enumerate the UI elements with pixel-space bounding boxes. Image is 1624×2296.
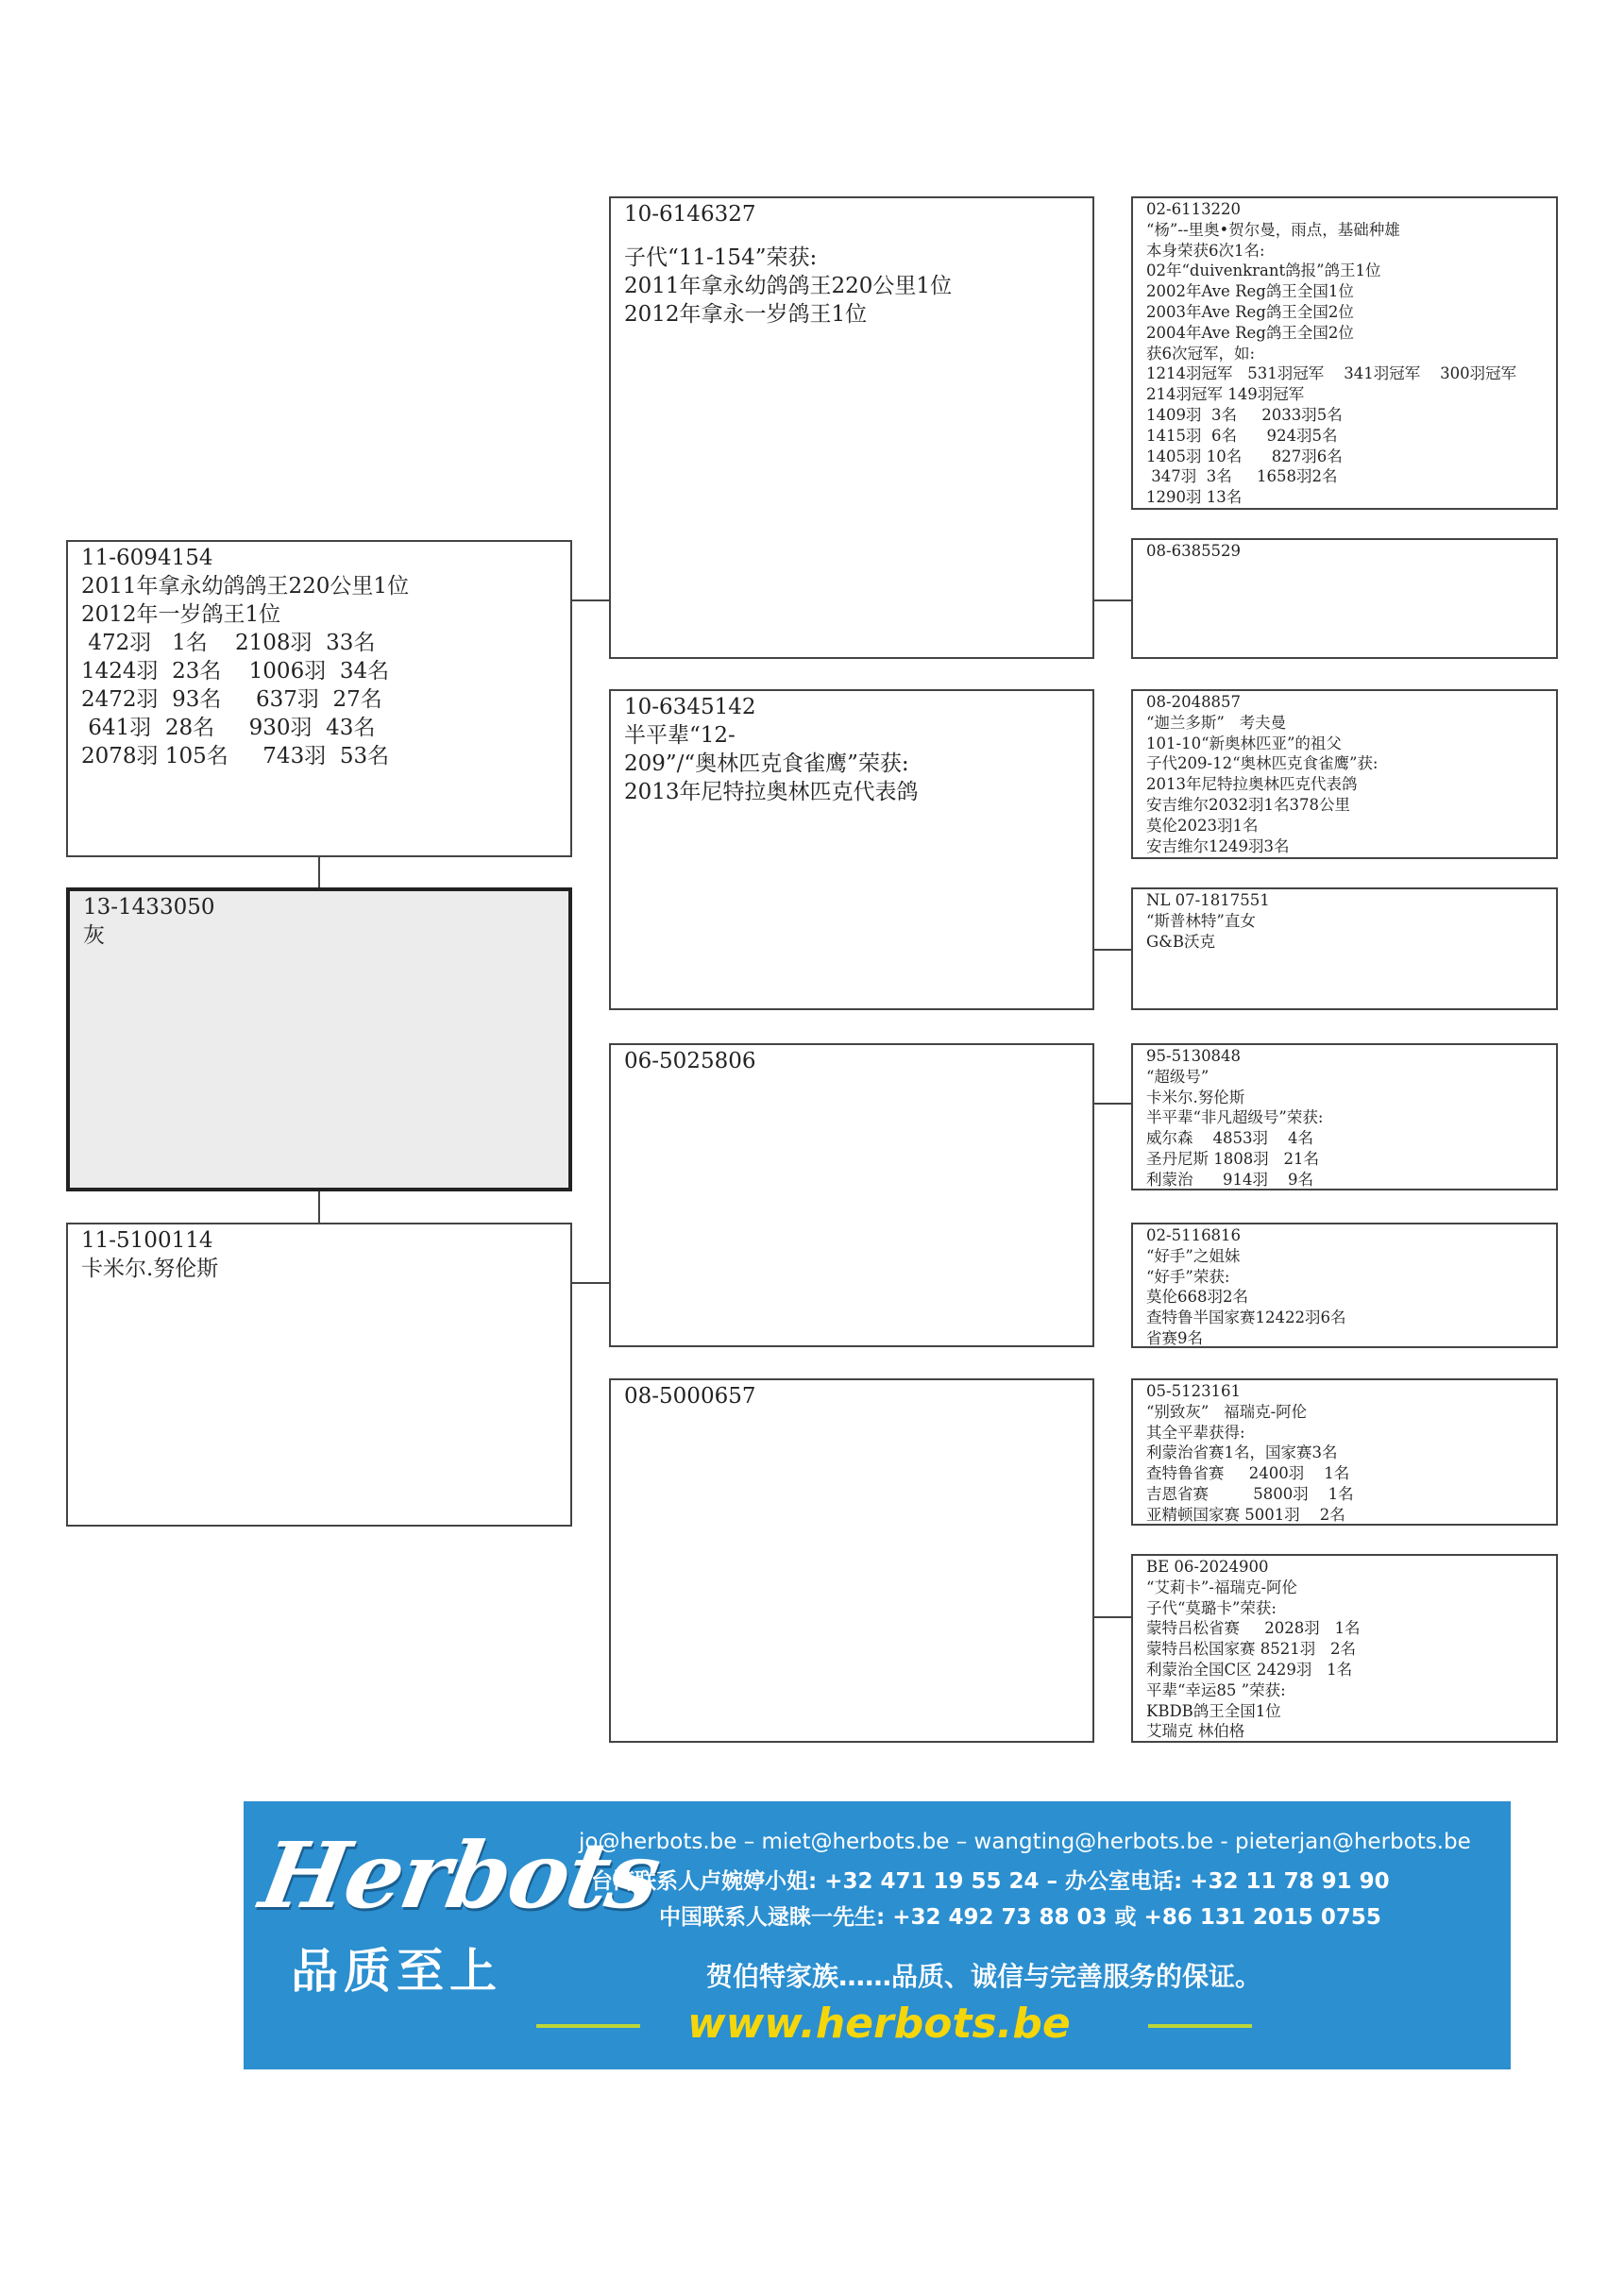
sire-sire-line: 2011年拿永幼鸽鸽王220公里1位: [624, 274, 953, 298]
connector: [572, 1282, 609, 1284]
connector: [1094, 1103, 1131, 1105]
connector: [318, 857, 320, 887]
ggp-line: 安吉维尔1249羽3名: [1146, 836, 1290, 855]
banner-slogan: 品质至上: [291, 1944, 502, 1999]
sire-sire-ring: 10-6146327: [624, 202, 756, 227]
ggp-line: 2003年Ave Reg鸽王全国2位: [1146, 302, 1354, 321]
sire-line: 2012年一岁鸽王1位: [81, 602, 281, 627]
ggp-line: 2004年Ave Reg鸽王全国2位: [1146, 323, 1354, 342]
connector: [1094, 949, 1131, 951]
sire-line: 1424羽 23名 1006羽 34名: [81, 659, 390, 684]
connector: [1094, 599, 1131, 601]
ggp-line: BE 06-2024900: [1146, 1558, 1269, 1576]
ggp-line: 2013年尼特拉奥林匹克代表鸽: [1146, 775, 1358, 794]
ggp-line: 威尔森 4853羽 4名: [1146, 1129, 1313, 1148]
sire-sire-box: [609, 196, 1094, 659]
herbots-banner: [244, 1801, 1511, 2069]
ggp-box-6: [1131, 1223, 1558, 1348]
ggp-box-3: [1131, 689, 1558, 859]
banner-motto: 贺伯特家族……品质、诚信与完善服务的保证。: [706, 1961, 1262, 1992]
ggp-line: “好手”荣获:: [1146, 1267, 1230, 1286]
sire-line: 2472羽 93名 637羽 27名: [81, 687, 382, 712]
ggp-line: 亚精顿国家赛 5001羽 2名: [1146, 1505, 1345, 1524]
banner-decor-line-left: [536, 2024, 640, 2028]
ggp-line: “杨”--里奥•贺尔曼，雨点，基础种雄: [1146, 220, 1400, 239]
connector: [1094, 1616, 1131, 1618]
dam-dam-box: [609, 1378, 1094, 1743]
ggp-line: 半平辈“非凡超级号”荣获:: [1146, 1108, 1324, 1127]
dam-dam-ring: 08-5000657: [624, 1384, 756, 1409]
ggp-line: 1214羽冠军 531羽冠军 341羽冠军 300羽冠军: [1146, 364, 1517, 383]
ggp-line: 02年“duivenkrant鸽报”鸽王1位: [1146, 262, 1381, 280]
connector: [318, 1191, 320, 1223]
ggp-line: 子代“莫璐卡”荣获:: [1146, 1598, 1277, 1617]
ggp-line: 02-6113220: [1146, 200, 1242, 218]
ggp-line: 莫伦2023羽1名: [1146, 816, 1259, 835]
ggp-line: 95-5130848: [1146, 1047, 1242, 1065]
ggp-box-7: [1131, 1378, 1558, 1526]
ggp-line: “斯普林特”直女: [1146, 911, 1256, 930]
ggp-line: 蒙特吕松国家赛 8521羽 2名: [1146, 1640, 1356, 1659]
sire-sire-line: 2012年拿永一岁鸽王1位: [624, 302, 868, 327]
ggp-line: 02-5116816: [1146, 1226, 1242, 1244]
ggp-line: 1405羽 10名 827羽6名: [1146, 447, 1343, 465]
dam-breeder: 卡米尔.努伦斯: [81, 1257, 219, 1281]
dam-sire-box: [609, 1043, 1094, 1347]
banner-taiwan-contact: 台湾联系人卢婉婷小姐: +32 471 19 55 24 – 办公室电话: +32 11 78 91 90: [591, 1869, 1390, 1894]
ggp-box-5: [1131, 1043, 1558, 1190]
sire-sire-line: 子代“11-154”荣获:: [624, 245, 818, 270]
ggp-line: 获6次冠军，如:: [1146, 344, 1256, 363]
ggp-line: 安吉维尔2032羽1名378公里: [1146, 795, 1350, 814]
ggp-line: 2002年Ave Reg鸽王全国1位: [1146, 282, 1354, 301]
ggp-line: 1290羽 13名: [1146, 488, 1243, 507]
ggp-line: G&B沃克: [1146, 932, 1215, 951]
ggp-line: 利蒙治全国C区 2429羽 1名: [1146, 1660, 1353, 1679]
banner-china-contact: 中国联系人逯睐一先生: +32 492 73 88 03 或 +86 131 2015 0755: [659, 1905, 1381, 1930]
ggp-box-8: [1131, 1554, 1558, 1743]
ggp-line: 蒙特吕松省赛 2028羽 1名: [1146, 1619, 1361, 1638]
sire-dam-line: 209”/“奥林匹克食雀鹰”荣获:: [624, 751, 909, 776]
ggp-line: 利蒙治 914羽 9名: [1146, 1170, 1313, 1189]
ggp-line: 艾瑞克 林伯格: [1146, 1722, 1245, 1741]
ggp-box-4: [1131, 887, 1558, 1010]
ggp-line: 08-2048857: [1146, 693, 1242, 711]
ggp-line: 347羽 3名 1658羽2名: [1146, 467, 1338, 486]
ggp-line: 省赛9名: [1146, 1328, 1203, 1347]
ggp-line: 本身荣获6次1名:: [1146, 241, 1265, 260]
sire-dam-line: 半平辈“12-: [624, 723, 736, 748]
sire-line: 11-6094154: [81, 546, 213, 570]
sire-line: 2011年拿永幼鸽鸽王220公里1位: [81, 574, 410, 599]
ggp-line: 1409羽 3名 2033羽5名: [1146, 405, 1343, 424]
ggp-line: 1415羽 6名 924羽5名: [1146, 426, 1338, 445]
ggp-line: “迦兰多斯” 考夫曼: [1146, 713, 1287, 732]
subject-box: [66, 887, 572, 1191]
ggp-line: 101-10“新奥林匹亚”的祖父: [1146, 734, 1342, 752]
ggp-line: 吉恩省赛 5800羽 1名: [1146, 1484, 1354, 1503]
ggp-line: NL 07-1817551: [1146, 891, 1270, 909]
ggp-line: 圣丹尼斯 1808羽 21名: [1146, 1149, 1319, 1168]
sire-line: 472羽 1名 2108羽 33名: [81, 631, 376, 655]
subject-color: 灰: [83, 923, 105, 948]
herbots-logo: Herbots: [253, 1822, 667, 1929]
banner-website-link[interactable]: www.herbots.be: [687, 2000, 1071, 2048]
ggp-box-2: [1131, 538, 1558, 659]
ggp-line: 其全平辈获得:: [1146, 1423, 1245, 1442]
ggp-line: KBDB鸽王全国1位: [1146, 1701, 1281, 1720]
ggp-line: “艾莉卡”-福瑞克-阿伦: [1146, 1578, 1298, 1596]
banner-emails[interactable]: jo@herbots.be – miet@herbots.be – wangting@herbots.be - pieterjan@herbots.be: [579, 1830, 1471, 1854]
sire-line: 641羽 28名 930羽 43名: [81, 716, 376, 740]
ggp-line: 平辈“幸运85 ”荣获:: [1146, 1680, 1286, 1699]
sire-dam-line: 10-6345142: [624, 695, 756, 719]
sire-line: 2078羽 105名 743羽 53名: [81, 744, 390, 768]
connector: [572, 599, 609, 601]
ggp-line: “超级号”: [1146, 1067, 1210, 1086]
sire-dam-line: 2013年尼特拉奥林匹克代表鸽: [624, 780, 919, 804]
banner-decor-line-right: [1148, 2024, 1252, 2028]
ggp-line: 214羽冠军 149羽冠军: [1146, 385, 1305, 404]
ggp-line: 05-5123161: [1146, 1382, 1242, 1400]
ggp-box-1: [1131, 196, 1558, 510]
dam-ring: 11-5100114: [81, 1228, 213, 1253]
ggp-line: 子代209-12“奥林匹克食雀鹰”获:: [1146, 754, 1379, 773]
dam-box: [66, 1223, 572, 1527]
ggp-line: 利蒙治省赛1名，国家赛3名: [1146, 1443, 1338, 1462]
ggp-line: 莫伦668羽2名: [1146, 1288, 1248, 1307]
ggp-line: 查特鲁半国家赛12422羽6名: [1146, 1308, 1346, 1327]
ggp-line: 卡米尔.努伦斯: [1146, 1088, 1245, 1106]
ggp-line: 查特鲁省赛 2400羽 1名: [1146, 1464, 1350, 1483]
dam-sire-ring: 06-5025806: [624, 1049, 756, 1073]
ggp-line: “别致灰” 福瑞克-阿伦: [1146, 1402, 1308, 1421]
subject-ring: 13-1433050: [83, 895, 215, 920]
sire-dam-box: [609, 689, 1094, 1010]
sire-box: [66, 540, 572, 857]
ggp-line: 08-6385529: [1146, 542, 1242, 560]
ggp-line: “好手”之姐妹: [1146, 1246, 1241, 1265]
